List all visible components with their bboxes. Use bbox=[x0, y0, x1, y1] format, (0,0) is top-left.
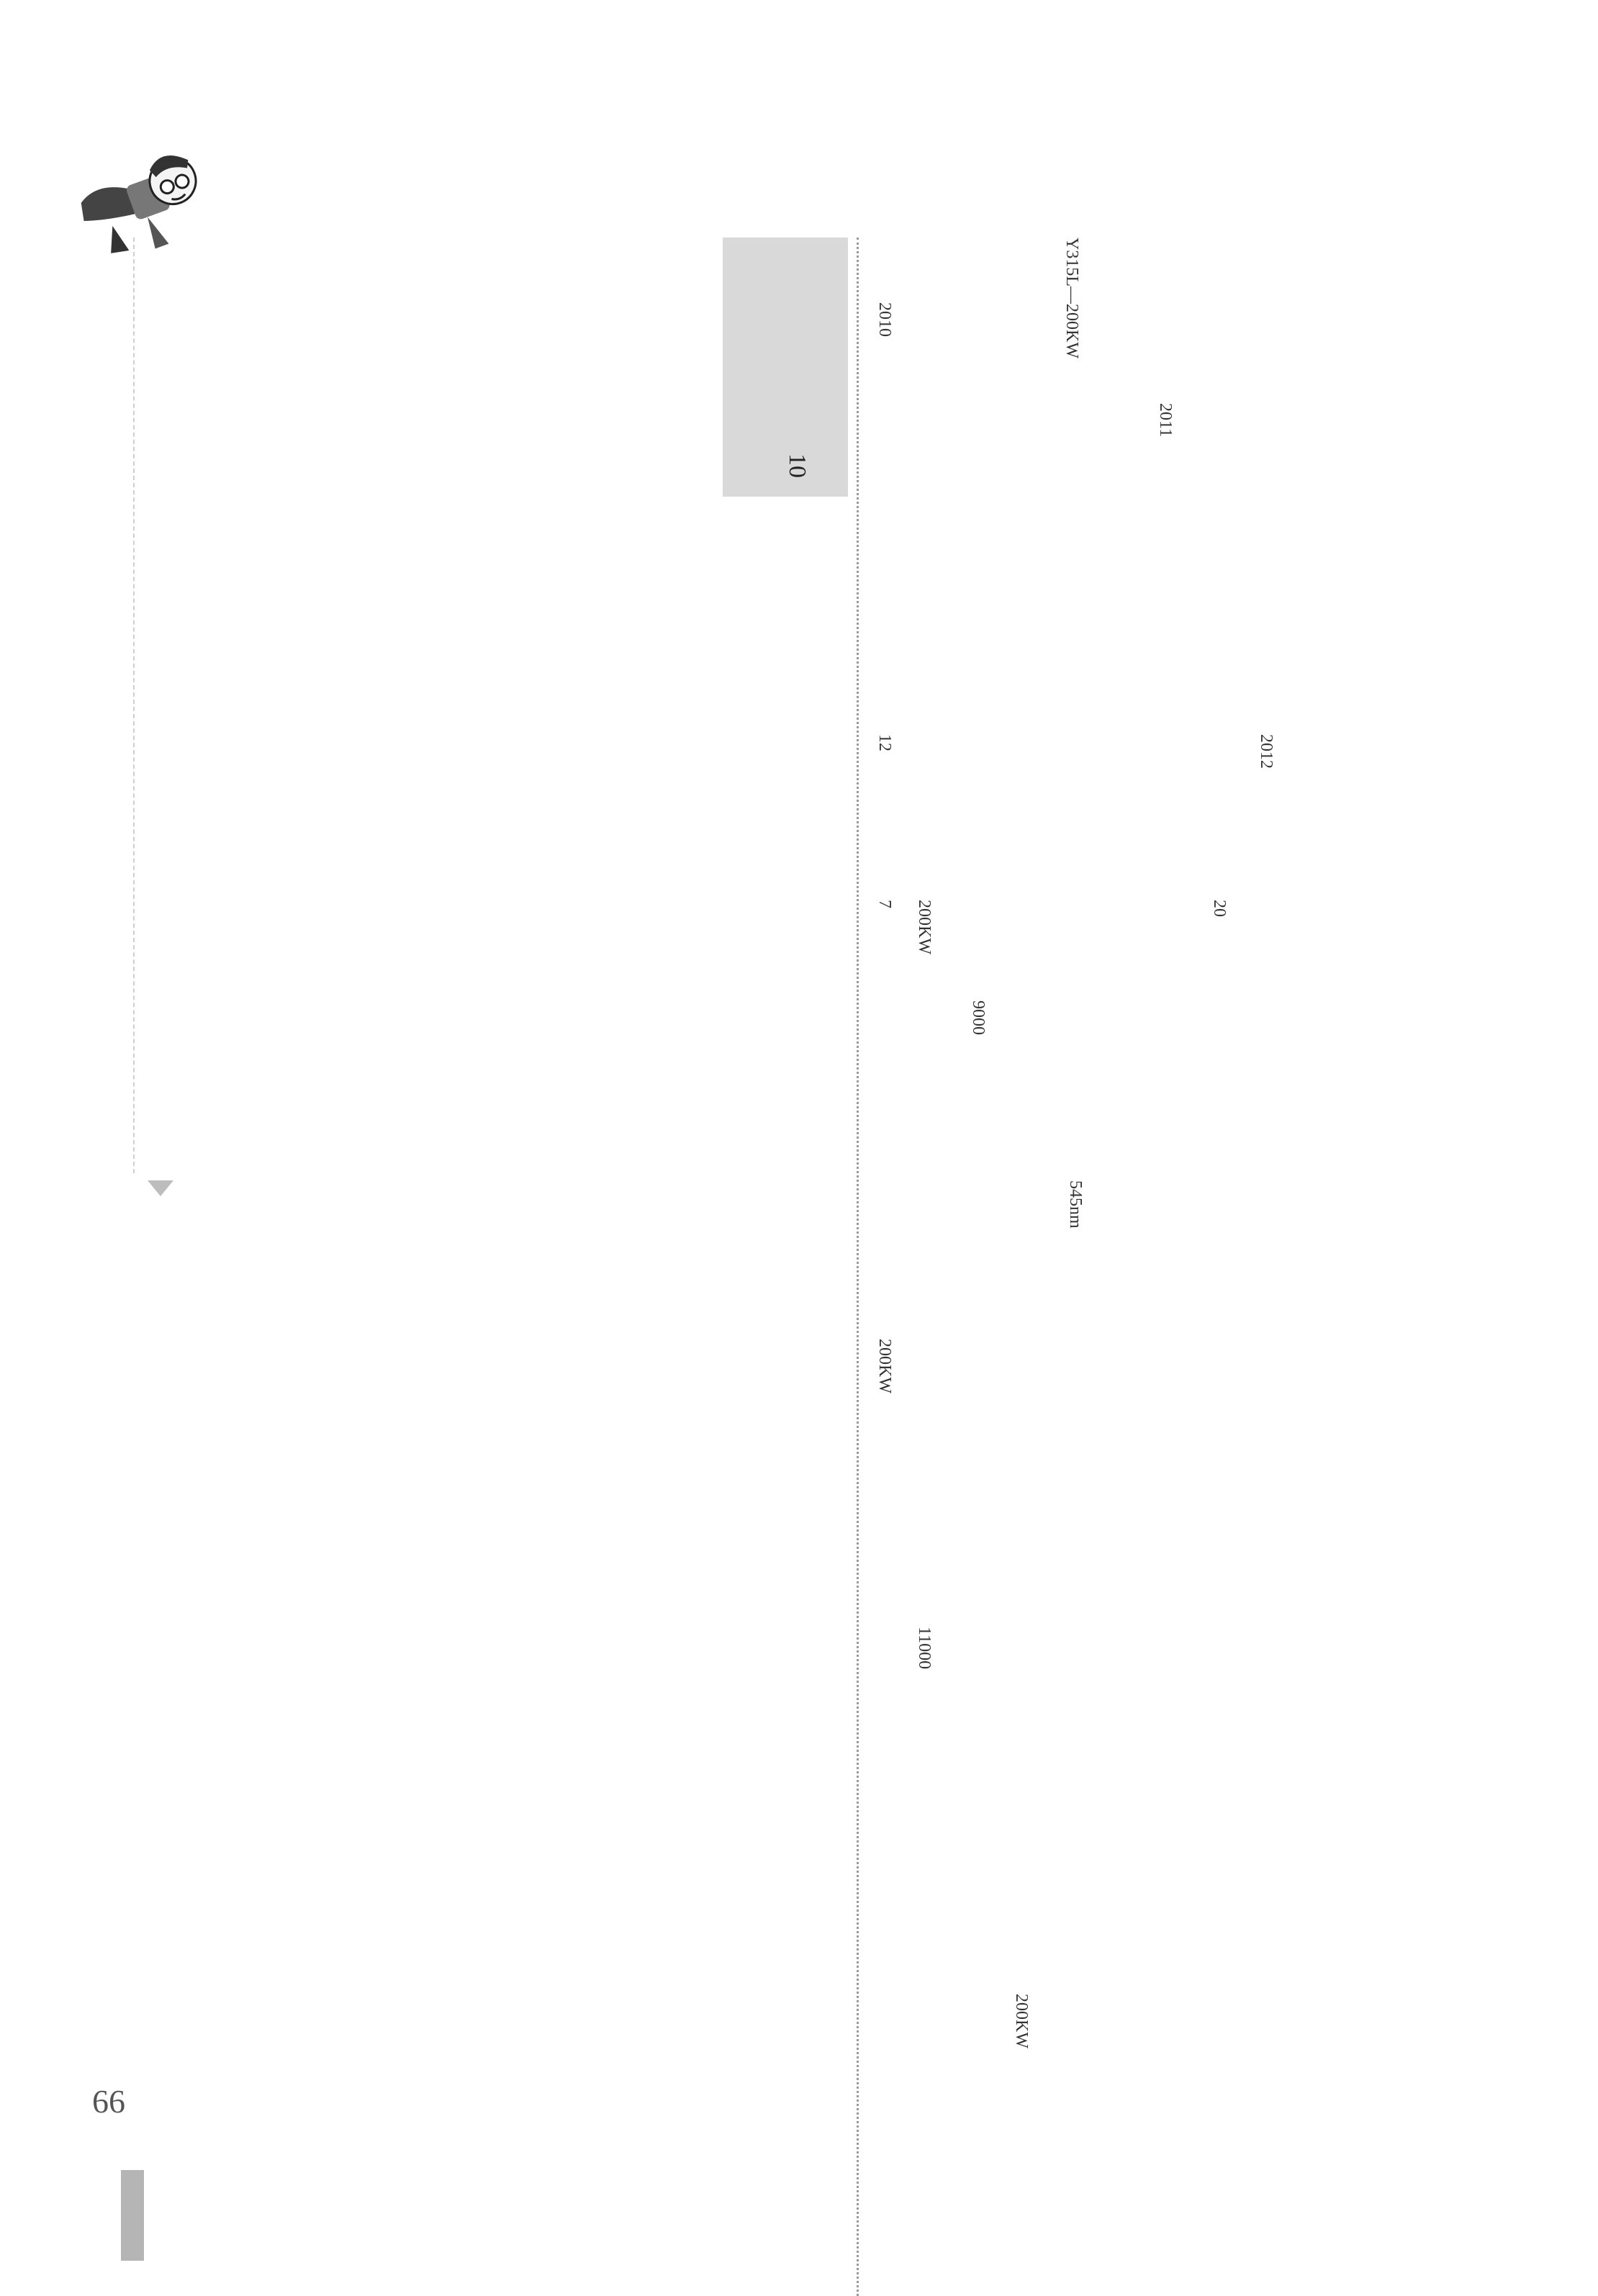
lower-text-column bbox=[392, 238, 421, 2080]
body-text-column bbox=[1058, 238, 1087, 2296]
body-text-column bbox=[1389, 238, 1418, 2296]
inline-number: 9000 bbox=[969, 1000, 988, 1035]
inline-number: 200KW bbox=[1012, 1994, 1031, 2048]
body-text-column bbox=[1109, 238, 1137, 2296]
body-text-column bbox=[1202, 238, 1231, 2296]
inline-number: 200KW bbox=[915, 900, 934, 954]
section-title bbox=[799, 252, 842, 468]
inline-number: Y315L—200KW bbox=[1062, 238, 1081, 358]
lower-text-column bbox=[540, 238, 569, 2080]
lower-text-column bbox=[209, 238, 238, 2080]
inline-number: 2012 bbox=[1257, 734, 1276, 769]
inline-number: 200KW bbox=[875, 1339, 894, 1393]
inline-number: 11000 bbox=[915, 1627, 934, 1670]
lower-text-column bbox=[346, 238, 374, 2080]
body-text-column bbox=[1011, 238, 1040, 2296]
running-title bbox=[94, 266, 119, 1180]
dotted-separator bbox=[857, 238, 859, 2296]
lower-text-column bbox=[302, 238, 331, 2080]
body-text-column bbox=[968, 238, 997, 2296]
running-title-rule bbox=[133, 238, 135, 1173]
lower-text-column bbox=[263, 238, 292, 2080]
inline-number: 545nm bbox=[1066, 1180, 1085, 1229]
lower-text-column bbox=[486, 238, 515, 2080]
inline-number: 2011 bbox=[1156, 403, 1175, 438]
body-text-column bbox=[1342, 238, 1371, 2296]
lower-text-column bbox=[439, 238, 468, 2080]
lower-text-column bbox=[637, 238, 666, 2080]
section-heading bbox=[727, 504, 770, 1979]
inline-number: 2010 bbox=[875, 302, 894, 337]
page-side-tab bbox=[121, 2170, 144, 2261]
inline-number: 7 bbox=[875, 900, 894, 908]
body-text-column bbox=[1155, 238, 1184, 2296]
body-text-column bbox=[875, 238, 903, 2296]
body-text-column bbox=[921, 238, 950, 2296]
body-text-column bbox=[1432, 238, 1461, 2296]
body-text-column bbox=[1249, 238, 1278, 2296]
body-text-column bbox=[1296, 238, 1324, 2296]
section-number: 10 bbox=[784, 453, 811, 478]
lower-text-column bbox=[590, 238, 619, 2080]
inline-number: 12 bbox=[875, 734, 894, 751]
mascot-illustration bbox=[61, 126, 212, 270]
inline-number: 20 bbox=[1210, 900, 1229, 917]
play-arrow-icon bbox=[148, 1180, 173, 1196]
page-number: 66 bbox=[92, 2083, 125, 2120]
